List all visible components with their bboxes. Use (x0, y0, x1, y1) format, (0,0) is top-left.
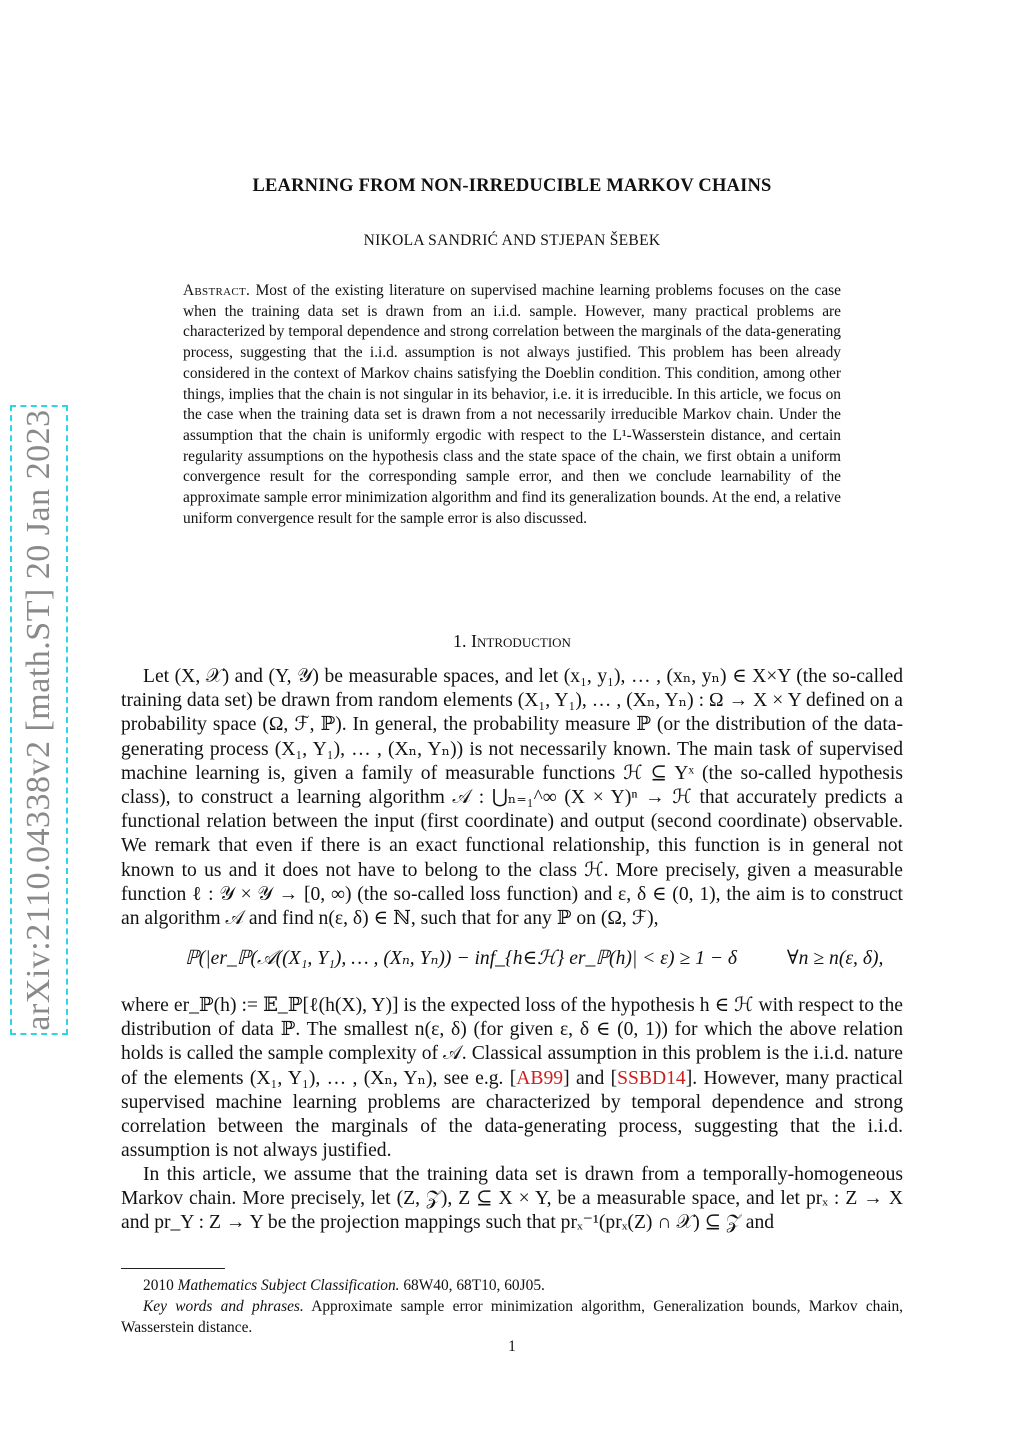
display-equation (185, 946, 884, 970)
arxiv-sidebar-stamp (10, 405, 68, 1035)
paragraph-2-text-c: ]. However, many practical supervised machine learning problems are characterized by temporal dependence and strong correlation between the marginals of the data-generating process, suggesting that the i.i.d. assumption is not always justified. (121, 1067, 904, 1162)
paragraph-3: In this article, we assume that the training data set is drawn from a temporally-homogeneous Markov chain. More precisely, let (Z, 𝒵), Z ⊆ X × Y, be a measurable space, and let prₓ : Z → X and pr_Y : Z → Y be the projection mappings such that prₓ⁻¹(prₓ(Z) ∩ 𝒳) ⊆ 𝒵 and (121, 1164, 903, 1234)
footnote-msc (121, 1276, 903, 1297)
paragraph-2 (121, 994, 903, 1163)
section-title: Introduction (471, 631, 571, 651)
equation-lhs: ℙ(|er_ℙ(𝒜((X₁, Y₁), … , (Xₙ, Yₙ)) − inf_{h∈ℋ} er_ℙ(h)| < ε) ≥ 1 − δ (185, 948, 738, 969)
footnote-keywords (121, 1297, 903, 1338)
paragraph-2-text-b: ] and [ (563, 1067, 618, 1089)
abstract-text: Most of the existing literature on supervised machine learning problems focuses on the case when the training data set is drawn from an i.i.d. sample. However, many practical problems are characterized by temporal dependence and strong correlation between the marginals of the data-generating process, suggesting that the i.i.d. assumption is not always justified. This problem has been already considered in the context of Markov chains satisfying the Doeblin condition. This condition, among other things, implies that the chain is not singular in its behavior, i.e. it is irreducible. In this article, we focus on the case when the training data set is drawn from a not necessarily irreducible Markov chain. Under the assumption that the chain is uniformly ergodic with respect to the L¹-Wasserstein distance, and certain regularity assumptions on the hypothesis class and the state space of the chain, we first obtain a uniform convergence result for the corresponding sample error, and then we conclude learnability of the approximate sample error minimization algorithm and find its generalization bounds. At the end, a relative uniform convergence result for the sample error is also discussed. (183, 282, 841, 527)
paragraph-2-text-a: where er_ℙ(h) := 𝔼_ℙ[ℓ(h(X), Y)] is the expected loss of the hypothesis h ∈ ℋ with respect to the distribution of data ℙ. The smallest n(ε, δ) (for given ε, δ ∈ (0, 1)) for which the above relation holds is called the sample complexity of 𝒜. Classical assumption in this problem is the i.i.d. nature of the elements (X₁, Y₁), … , (Xₙ, Yₙ), see e.g. [ (121, 995, 903, 1089)
equation-rhs: ∀n ≥ n(ε, δ), (786, 948, 884, 969)
paragraph-1: Let (X, 𝒳) and (Y, 𝒴) be measurable spaces, and let (x₁, y₁), … , (xₙ, yₙ) ∈ X×Y (the so-called training data set) be drawn from random elements (X₁, Y₁), … , (Xₙ, Yₙ) : Ω → X × Y defined on a probability space (Ω, ℱ, ℙ). In general, the probability measure ℙ (or the distribution of the data-generating process (X₁, Y₁), … , (Xₙ, Yₙ)) is not necessarily known. The main task of supervised machine learning is, given a family of measurable functions ℋ ⊆ Yˣ (the so-called hypothesis class), to construct a learning algorithm 𝒜 : ⋃ₙ₌₁^∞ (X × Y)ⁿ → ℋ that accurately predicts a functional relation between the input (first coordinate) and output (second coordinate) observable. We remark that even if there is an exact functional relationship, this function is in general not known to us and it does not have to belong to the class ℋ. More precisely, given a measurable function ℓ : 𝒴 × 𝒴 → [0, ∞) (the so-called loss function) and ε, δ ∈ (0, 1), the aim is to construct an algorithm 𝒜 and find n(ε, δ) ∈ ℕ, such that for any ℙ on (Ω, ℱ), (121, 666, 903, 930)
paper-title: LEARNING FROM NON-IRREDUCIBLE MARKOV CHAINS (252, 176, 772, 196)
msc-year: 2010 (143, 1277, 174, 1294)
msc-codes: 68W40, 68T10, 60J05. (403, 1277, 545, 1294)
citation-link-ab99[interactable]: AB99 (516, 1067, 564, 1089)
arxiv-identifier: arXiv:2110.04338v2 [math.ST] 20 Jan 2023 (20, 409, 57, 1031)
keywords-text: Approximate sample error minimization algorithm, Generalization bounds, Markov chain, Wasserstein distance. (121, 1298, 904, 1336)
section-number: 1. (453, 631, 467, 651)
abstract-label: Abstract. (183, 282, 251, 299)
abstract (183, 281, 841, 529)
citation-link-ssbd14[interactable]: SSBD14 (617, 1067, 686, 1089)
section-heading (0, 631, 1024, 652)
page-number: 1 (508, 1338, 516, 1355)
footnote-divider (121, 1268, 225, 1269)
paper-authors: NIKOLA SANDRIĆ AND STJEPAN ŠEBEK (363, 232, 661, 249)
msc-label: Mathematics Subject Classification. (177, 1277, 400, 1294)
keywords-label: Key words and phrases. (143, 1298, 304, 1315)
